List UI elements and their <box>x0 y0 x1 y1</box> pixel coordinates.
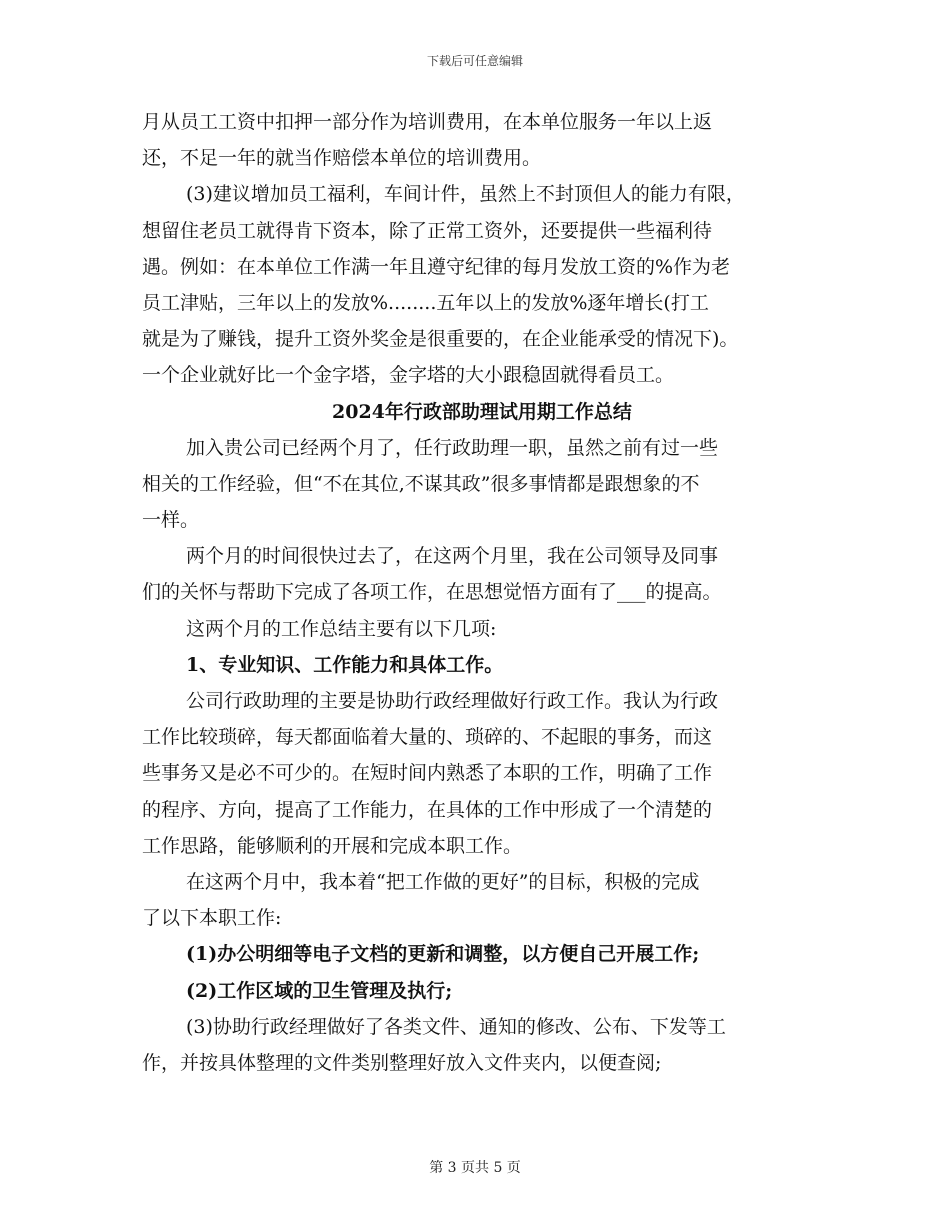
text-line: 一样。 <box>142 509 200 532</box>
page-footer: 第 3 页共 5 页 <box>429 1160 521 1176</box>
text-line: 加入贵公司已经两个月了，任行政助理一职，虽然之前有过一些 <box>186 436 719 459</box>
text-line: 一个企业就好比一个金字塔，金字塔的大小跟稳固就得看员工。 <box>142 364 675 387</box>
text-line: 想留住老员工就得肯下资本，除了正常工资外，还要提供一些福利待 <box>142 219 713 242</box>
list-item: (2)工作区域的卫生管理及执行; <box>186 979 453 1002</box>
subheading: 1、专业知识、工作能力和具体工作。 <box>186 653 504 676</box>
section-title: 2024年行政部助理试用期工作总结 <box>332 400 632 423</box>
page-header: 下载后可任意编辑 <box>426 54 523 68</box>
text-line: 作，并按具体整理的文件类别整理好放入文件夹内，以便查阅; <box>142 1051 662 1074</box>
text-line: 还，不足一年的就当作赔偿本单位的培训费用。 <box>142 147 542 170</box>
text-line: 就是为了赚钱，提升工资外奖金是很重要的，在企业能承受的情况下)。 <box>142 328 739 351</box>
text-line: 些事务又是必不可少的。在短时间内熟悉了本职的工作，明确了工作 <box>142 762 713 785</box>
text-line: 工作思路，能够顺利的开展和完成本职工作。 <box>142 834 523 857</box>
text-line: 这两个月的工作总结主要有以下几项: <box>186 617 497 640</box>
document-body <box>142 104 822 1081</box>
text-line: 公司行政助理的主要是协助行政经理做好行政工作。我认为行政 <box>186 690 719 712</box>
text-line: 员工津贴，三年以上的发放%........五年以上的发放%逐年增长(打工 <box>142 291 709 314</box>
text-line: 了以下本职工作: <box>142 907 282 930</box>
text-line: 工作比较琐碎，每天都面临着大量的、琐碎的、不起眼的事务，而这 <box>142 726 713 749</box>
list-item: (1)办公明细等电子文档的更新和调整，以方便自己开展工作; <box>186 943 700 966</box>
text-line: 在这两个月中，我本着“把工作做的更好”的目标，积极的完成 <box>186 870 700 893</box>
text-line: 的程序、方向，提高了工作能力，在具体的工作中形成了一个清楚的 <box>142 798 713 821</box>
text-line: 遇。例如：在本单位工作满一年且遵守纪律的每月发放工资的%作为老 <box>142 255 731 278</box>
text-line: 月从员工工资中扣押一部分作为培训费用，在本单位服务一年以上返 <box>142 111 713 133</box>
text-line: 相关的工作经验，但“不在其位,不谋其政”很多事情都是跟想象的不 <box>142 472 700 495</box>
text-line: 们的关怀与帮助下完成了各项工作，在思想觉悟方面有了___的提高。 <box>142 581 722 604</box>
list-item: (3)协助行政经理做好了各类文件、通知的修改、公布、下发等工 <box>186 1015 726 1038</box>
text-line: (3)建议增加员工福利，车间计件，虽然上不封顶但人的能力有限， <box>186 183 745 206</box>
text-line: 两个月的时间很快过去了，在这两个月里，我在公司领导及同事 <box>186 545 719 568</box>
